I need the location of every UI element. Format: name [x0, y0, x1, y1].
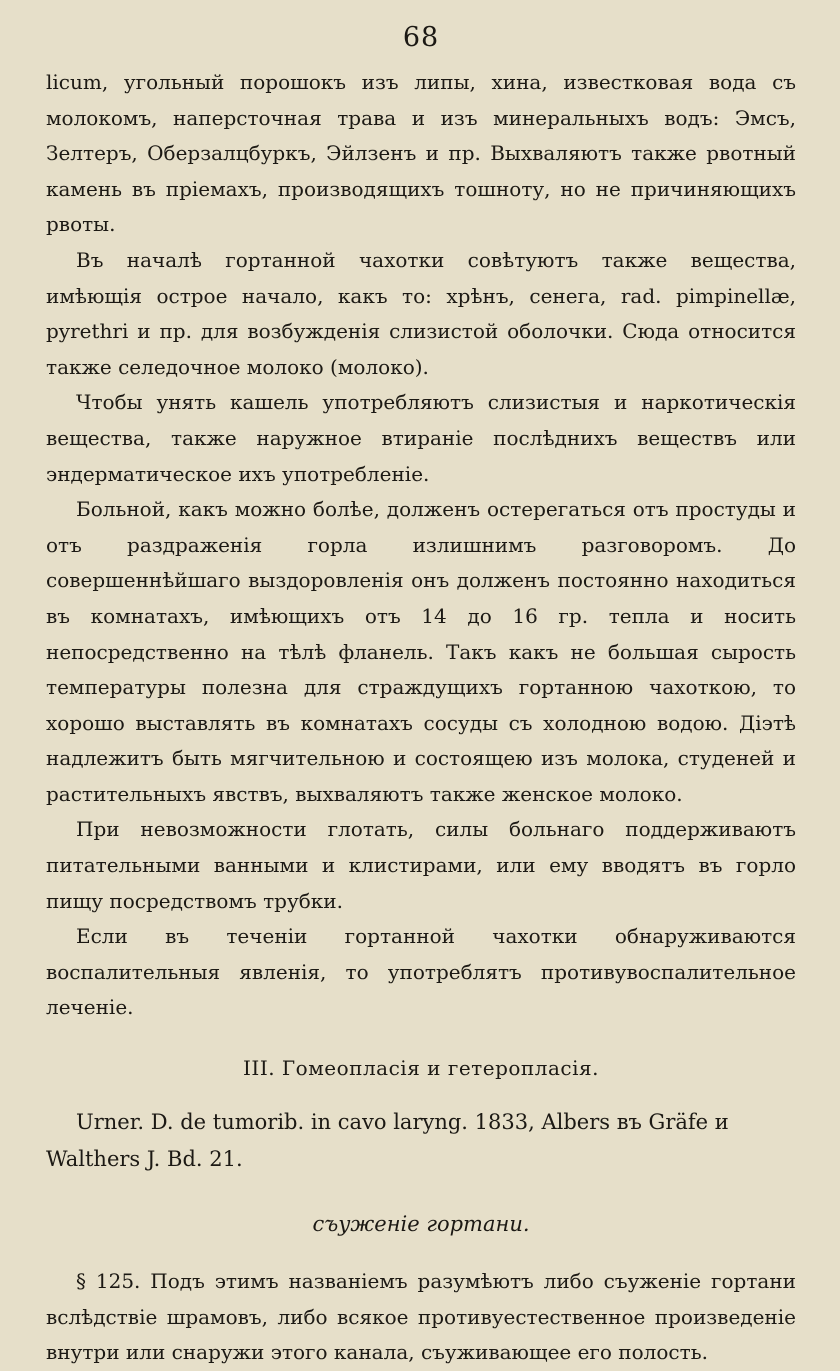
paragraph-section-125: § 125. Подъ этимъ названіемъ разумѣютъ либо съуженіе гортани вслѣдствіе шрамовъ, либо всякое противуестественное произведеніе внутри или снаружи этого канала, съуживающее его полость.: [46, 1269, 796, 1365]
paragraph-cough: Чтобы унять кашель употребляютъ слизистыя и наркотическія вещества, также наружное втираніе послѣднихъ веществъ или эндерматическое ихъ употребленіе.: [46, 390, 796, 486]
paragraph-remedies: licum, угольный порошокъ изъ липы, хина, известковая вода съ молокомъ, наперсточная трава и изъ минеральныхъ водъ: Эмсъ, Зелтеръ, Оберзалцбуркъ, Эйлзенъ и пр. Выхваляютъ также рвотный камень въ пріемахъ, производящихъ тошноту, но не причиняющихъ рвоты.: [46, 70, 796, 237]
page-number: 68: [402, 22, 440, 53]
paragraph-swallowing: При невозможности глотать, силы больнаго поддерживаютъ питательными ванными и клистирами, или ему вводятъ въ горло пищу посредствомъ трубки.: [46, 817, 796, 913]
section-heading: III. Гомеопласія и гетеропласія.: [243, 1056, 599, 1081]
paragraph-inflammation: Если въ теченіи гортанной чахотки обнаруживаются воспалительныя явленія, то употреблятъ противувоспалительное леченіе.: [46, 924, 796, 1020]
bibliographic-reference: Urner. D. de tumorib. in cavo laryng. 1833, Albers въ Gräfe и Walthers J. Bd. 21.: [46, 1110, 729, 1172]
paragraph-patient-care: Больной, какъ можно болѣе, долженъ остерегаться отъ простуды и отъ раздраженія горла излишнимъ разговоромъ. До совершеннѣйшаго выздоровленія онъ долженъ постоянно находиться въ комнатахъ, имѣющихъ отъ 14 до 16 гр. тепла и носить непосредственно на тѣлѣ фланель. Такъ какъ не большая сырость температуры полезна для страждущихъ гортанною чахоткою, то хорошо выставлять въ комнатахъ сосуды съ холодною водою. Діэтѣ надлежитъ быть мягчительною и состоящею изъ молока, студеней и растительныхъ явствъ, выхваляютъ также женское молоко.: [46, 497, 796, 806]
subheading: съуженіе гортани.: [312, 1212, 530, 1237]
paragraph-early-stage: Въ началѣ гортанной чахотки совѣтуютъ также вещества, имѣющія острое начало, какъ то: хрѣнъ, сенега, rad. pimpinellæ, pyrethri и пр. для возбужденія слизистой оболочки. Сюда относится также селедочное молоко (молоко).: [46, 247, 796, 379]
